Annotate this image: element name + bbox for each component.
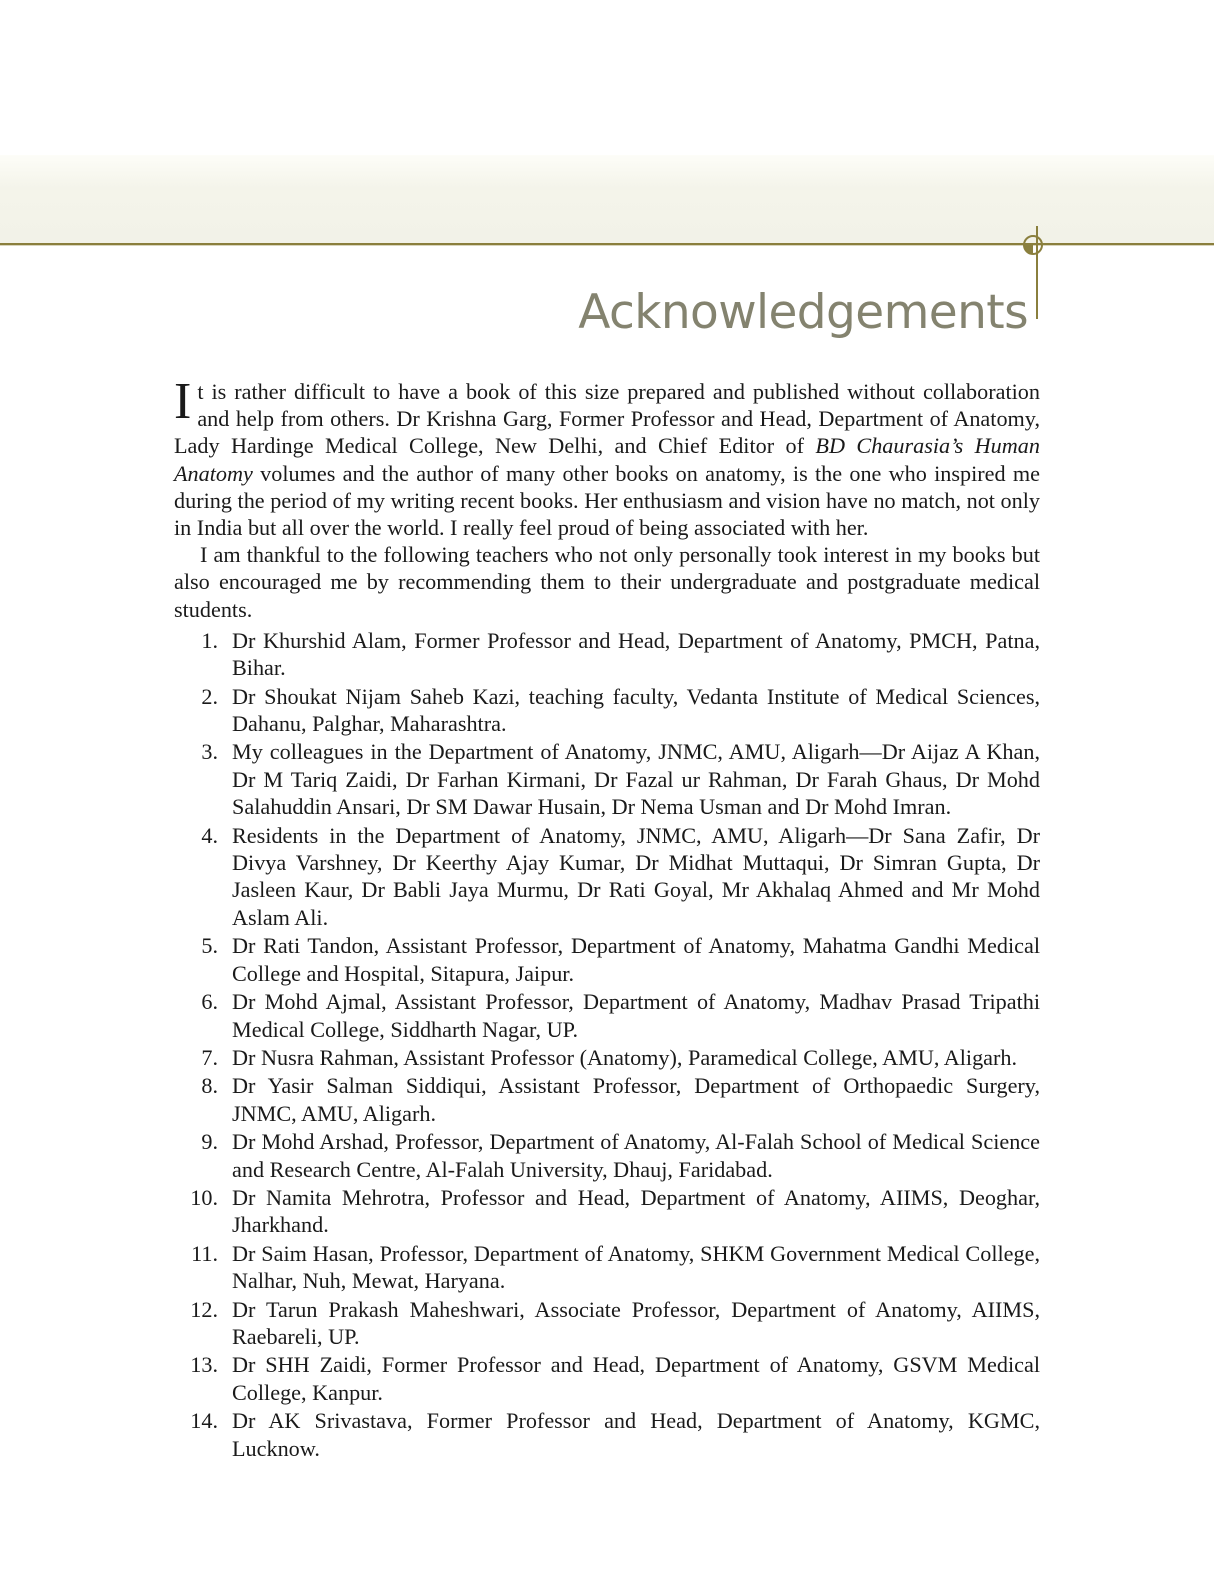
- header-decorative-band: [0, 155, 1214, 243]
- list-item: [174, 627, 1040, 682]
- list-item-text: Dr Saim Hasan, Professor, Department of Anatomy, SHKM Government Medical College, Nalhar, Nuh, Mewat, Haryana.: [232, 1240, 1040, 1294]
- list-item-text: Dr Mohd Ajmal, Assistant Professor, Department of Anatomy, Madhav Prasad Tripathi Medical College, Siddharth Nagar, UP.: [232, 989, 1040, 1042]
- list-item-text: Dr Yasir Salman Siddiqui, Assistant Professor, Department of Orthopaedic Surgery, JNMC, AMU, Aligarh.: [232, 1073, 1040, 1126]
- list-item: [174, 1296, 1040, 1351]
- drop-cap: I: [174, 373, 192, 430]
- list-item: [174, 988, 1040, 1043]
- list-item: [174, 1128, 1040, 1183]
- list-item-number: 13.: [190, 1352, 218, 1378]
- list-item-number: 10.: [190, 1184, 218, 1210]
- list-item-number: 3.: [201, 739, 218, 765]
- list-item-number: 14.: [190, 1408, 218, 1434]
- acknowledgement-list: [174, 627, 1040, 1462]
- list-item-number: 6.: [201, 989, 218, 1015]
- list-item-number: 5.: [201, 933, 218, 959]
- page-title: Acknowledgements: [578, 285, 1028, 341]
- list-item-text: Dr Shoukat Nijam Saheb Kazi, teaching faculty, Vedanta Institute of Medical Sciences, Dahanu, Palghar, Maharashtra.: [232, 683, 1040, 737]
- book-title-italic: BD Chaurasia’s Human Anatomy: [174, 433, 1040, 486]
- list-item-number: 12.: [190, 1296, 218, 1322]
- list-item-text: Dr Mohd Arshad, Professor, Department of Anatomy, Al-Falah School of Medical Science and Research Centre, Al-Falah University, Dhauj, Faridabad.: [232, 1129, 1040, 1182]
- list-item-text: My colleagues in the Department of Anatomy, JNMC, AMU, Aligarh—Dr Aijaz A Khan, Dr M Tariq Zaidi, Dr Farhan Kirmani, Dr Fazal ur Rahman, Dr Farah Ghaus, Dr Mohd Salahuddin Ansari, Dr SM Dawar Husain, Dr Nema Usman and Dr Mohd Imran.: [232, 739, 1040, 820]
- list-item: [174, 1072, 1040, 1127]
- list-item-number: 11.: [191, 1240, 218, 1266]
- thanks-paragraph: I am thankful to the following teachers who not only personally took interest in my books but also encouraged me by recommending them to their undergraduate and postgraduate medical students.: [174, 542, 1040, 622]
- intro-paragraph-part-1: t is rather difficult to have a book of this size prepared and published without collaboration and help from others. Dr Krishna Garg, Former Professor and Head, Department of Anatomy, Lady Hardinge Medical College, New Delhi, and Chief Editor of: [174, 379, 1040, 459]
- list-item: [174, 738, 1040, 820]
- list-item-text: Dr Nusra Rahman, Assistant Professor (Anatomy), Paramedical College, AMU, Aligarh.: [232, 1044, 1018, 1070]
- list-item: [174, 1044, 1040, 1071]
- intro-paragraph: [174, 373, 1040, 541]
- list-item: [174, 683, 1040, 738]
- list-item-text: Dr Rati Tandon, Assistant Professor, Department of Anatomy, Mahatma Gandhi Medical College and Hospital, Sitapura, Jaipur.: [232, 933, 1040, 986]
- list-item-number: 4.: [201, 822, 218, 848]
- list-item: [174, 932, 1040, 987]
- list-item-number: 9.: [201, 1129, 218, 1155]
- list-item: [174, 822, 1040, 932]
- list-item-text: Dr Tarun Prakash Maheshwari, Associate Professor, Department of Anatomy, AIIMS, Raebareli, UP.: [232, 1296, 1040, 1349]
- list-item-text: Residents in the Department of Anatomy, JNMC, AMU, Aligarh—Dr Sana Zafir, Dr Divya Varshney, Dr Keerthy Ajay Kumar, Dr Midhat Muttaqui, Dr Simran Gupta, Dr Jasleen Kaur, Dr Babli Jaya Murmu, Dr Rati Goyal, Mr Akhalaq Ahmed and Mr Mohd Aslam Ali.: [232, 822, 1040, 930]
- intro-paragraph-part-2: volumes and the author of many other books on anatomy, is the one who inspired me during the period of my writing recent books. Her enthusiasm and vision have no match, not only in India but all over the world. I really feel proud of being associated with her.: [174, 460, 1040, 541]
- list-item-number: 2.: [201, 683, 218, 709]
- list-item-number: 7.: [201, 1044, 218, 1070]
- list-item: [174, 1407, 1040, 1462]
- list-item-number: 1.: [201, 627, 218, 653]
- circle-ornament-icon: [1022, 234, 1044, 256]
- list-item: [174, 1184, 1040, 1239]
- list-item-text: Dr Khurshid Alam, Former Professor and Head, Department of Anatomy, PMCH, Patna, Bihar.: [232, 627, 1040, 681]
- list-item: [174, 1351, 1040, 1406]
- list-item-text: Dr SHH Zaidi, Former Professor and Head, Department of Anatomy, GSVM Medical College, Kanpur.: [232, 1352, 1040, 1405]
- list-item-text: Dr AK Srivastava, Former Professor and Head, Department of Anatomy, KGMC, Lucknow.: [232, 1408, 1040, 1461]
- list-item-text: Dr Namita Mehrotra, Professor and Head, Department of Anatomy, AIIMS, Deoghar, Jharkhand.: [232, 1184, 1040, 1238]
- list-item: [174, 1240, 1040, 1295]
- list-item-number: 8.: [201, 1073, 218, 1099]
- acknowledgements-content: [174, 373, 1040, 1463]
